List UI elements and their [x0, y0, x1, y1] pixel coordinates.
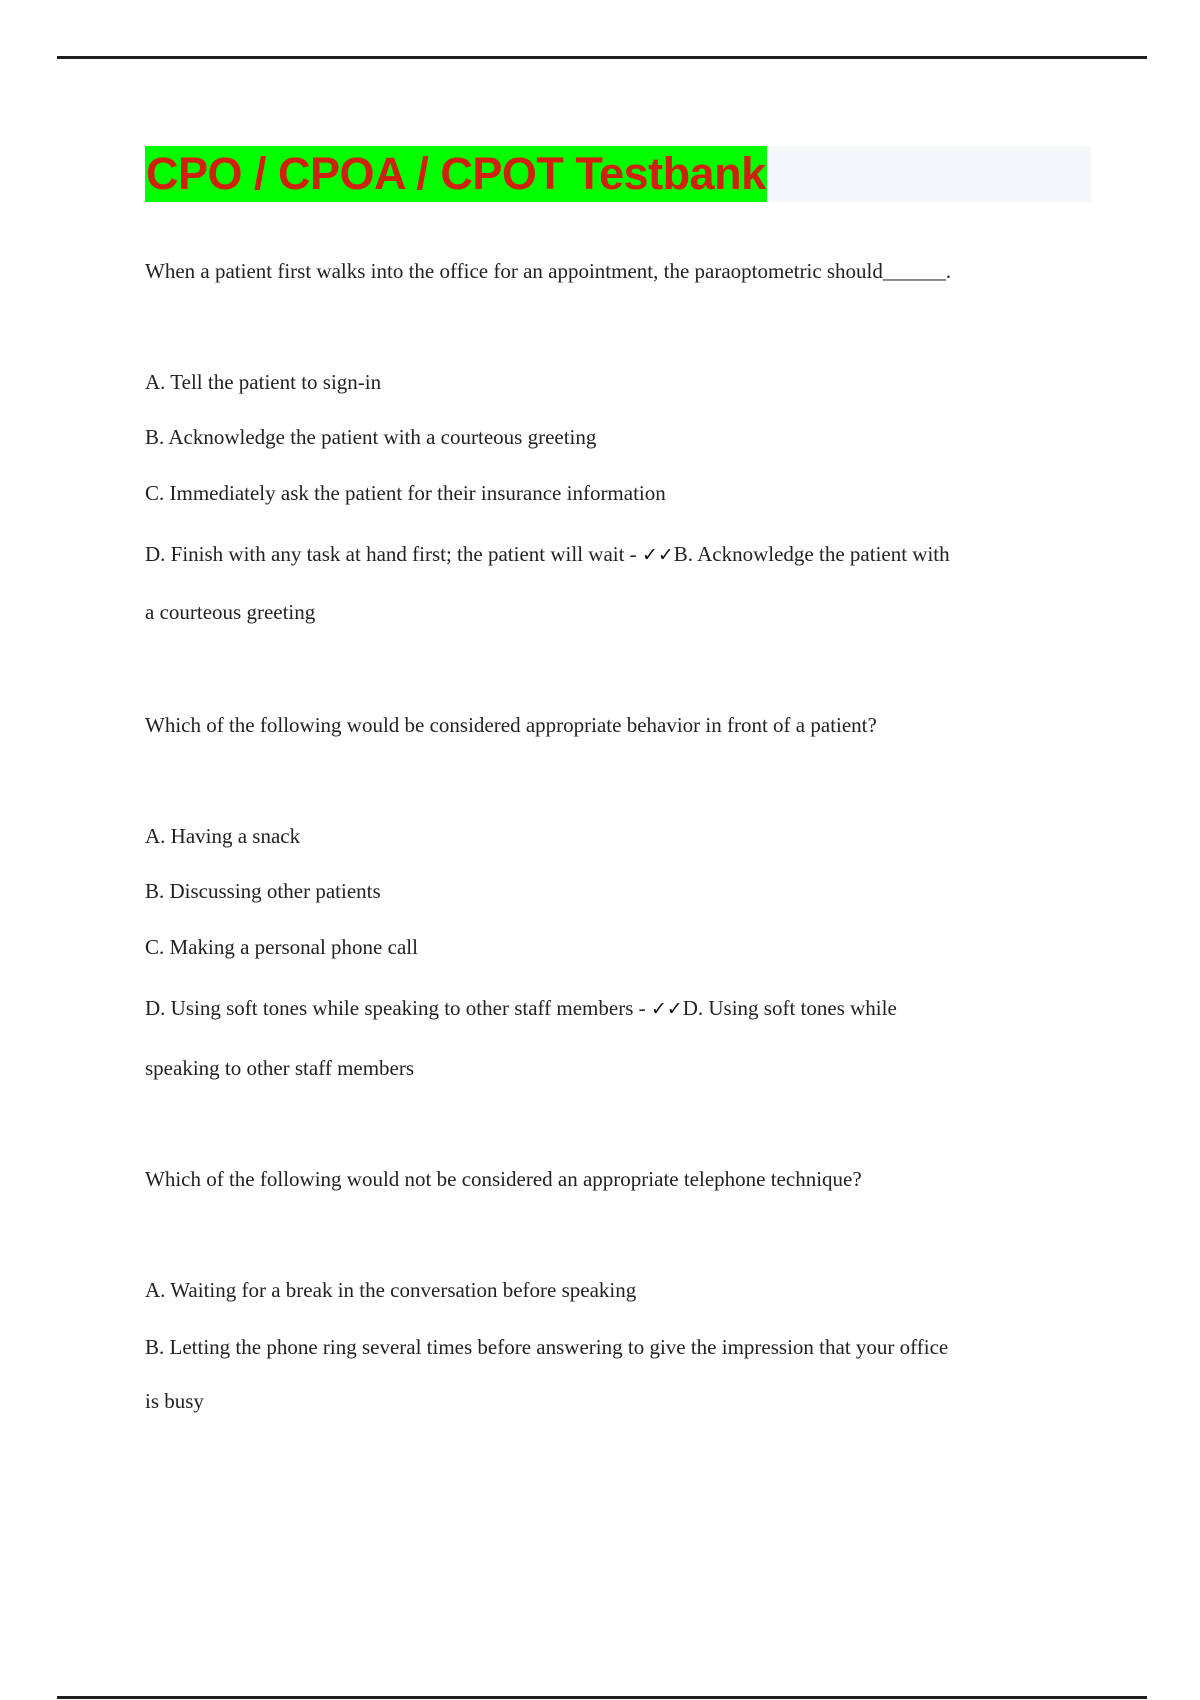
question-3-text: Which of the following would not be considered an appropriate telephone technique? — [145, 1167, 862, 1191]
q2-option-d: D. Using soft tones while speaking to other staff members - — [145, 996, 651, 1020]
q2-answer: D. Using soft tones while — [682, 996, 897, 1020]
question-1-text: When a patient first walks into the office for an appointment, the paraoptometric should______. — [145, 259, 952, 283]
q1-option-a: A. Tell the patient to sign-in — [145, 370, 382, 394]
question-2-text: Which of the following would be considered appropriate behavior in front of a patient? — [145, 713, 877, 737]
q2-answer-continued: speaking to other staff members — [145, 1056, 415, 1080]
q2-option-d-with-answer — [145, 995, 897, 1022]
q1-option-c: C. Immediately ask the patient for their insurance information — [145, 481, 666, 505]
q1-option-d: D. Finish with any task at hand first; the patient will wait - — [145, 542, 642, 566]
q3-option-a: A. Waiting for a break in the conversation before speaking — [145, 1278, 637, 1302]
double-check-icon: ✓✓ — [641, 544, 674, 566]
q1-answer: B. Acknowledge the patient with — [673, 542, 950, 566]
q1-option-b: B. Acknowledge the patient with a courteous greeting — [145, 425, 597, 449]
document-title: CPO / CPOA / CPOT Testbank — [145, 146, 767, 202]
top-rule — [57, 56, 1147, 59]
q3-option-b: B. Letting the phone ring several times before answering to give the impression that your office — [145, 1335, 949, 1359]
q2-option-a: A. Having a snack — [145, 824, 301, 848]
q1-option-d-with-answer — [145, 541, 950, 568]
double-check-icon: ✓✓ — [650, 998, 683, 1020]
q1-answer-continued: a courteous greeting — [145, 600, 316, 624]
q3-option-b-continued: is busy — [145, 1389, 204, 1413]
q2-option-b: B. Discussing other patients — [145, 879, 381, 903]
q2-option-c: C. Making a personal phone call — [145, 935, 418, 959]
bottom-rule — [57, 1696, 1147, 1699]
